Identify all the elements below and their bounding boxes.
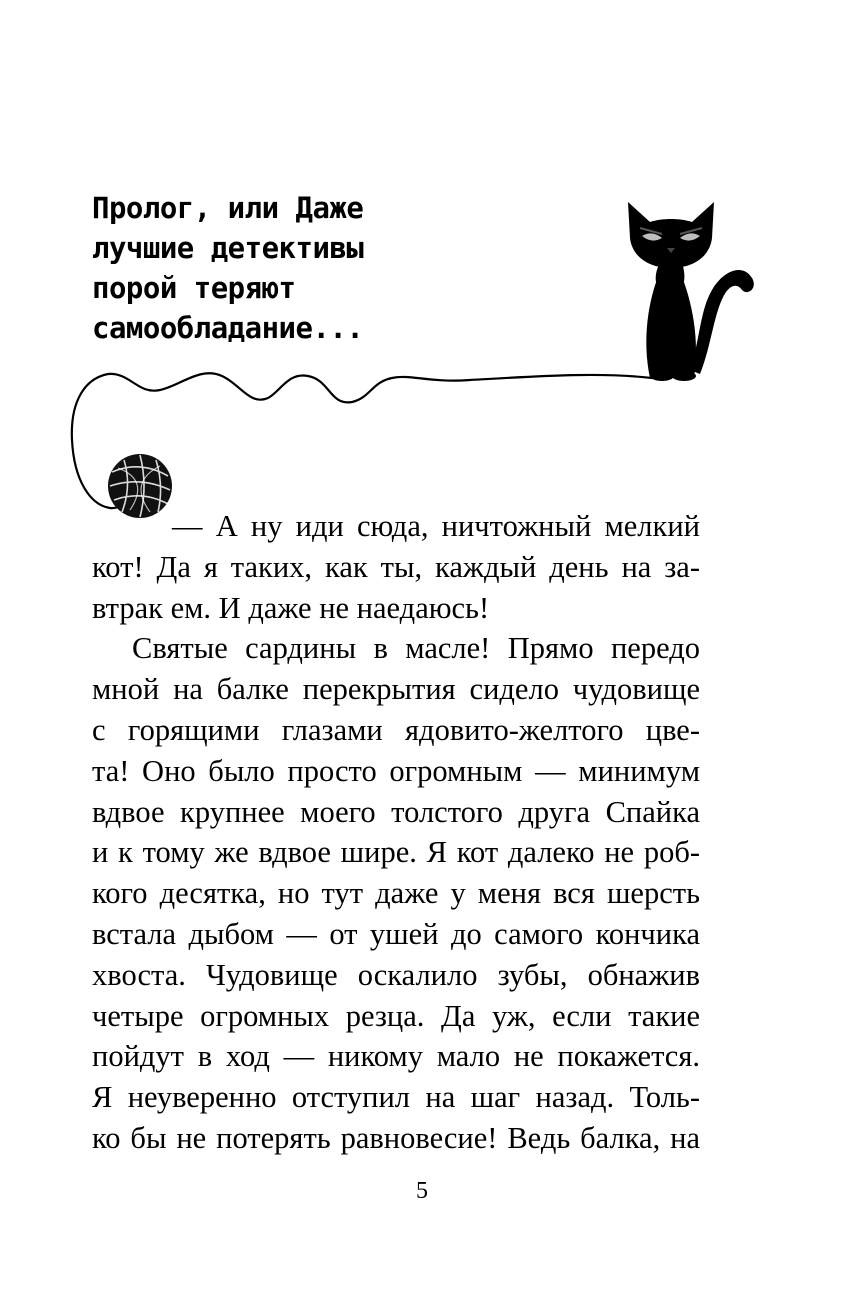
text-line: Я неуверенно отступил на шаг назад. Толь- bbox=[92, 1080, 700, 1115]
text-line: хвоста. Чудовище оскалило зубы, обнажив bbox=[92, 957, 700, 992]
text-line: Святые сардины в масле! Прямо передо bbox=[132, 631, 700, 666]
body-text bbox=[92, 506, 700, 1159]
text-line: кого десятка, но тут даже у меня вся шерсть bbox=[92, 876, 700, 911]
text-line: встала дыбом — от ушей до самого кончика bbox=[92, 916, 700, 951]
text-line: — А ну иди сюда, ничтожный мелкий bbox=[172, 509, 700, 543]
text-line: кот! Да я таких, как ты, каждый день на за- bbox=[92, 549, 700, 584]
text-line: пойдут в ход — никому мало не покажется. bbox=[92, 1039, 700, 1074]
chapter-title-line: лучшие детективы bbox=[92, 231, 364, 265]
text-line: вдвое крупнее моего толстого друга Спайка bbox=[92, 794, 700, 829]
text-line: втрак ем. И даже не наедаюсь! bbox=[92, 590, 490, 625]
text-line: мной на балке перекрытия сидело чудовище bbox=[92, 672, 700, 707]
chapter-title-line: Пролог, или Даже bbox=[92, 191, 364, 225]
black-cat-icon bbox=[628, 202, 754, 381]
text-line: четыре огромных резца. Да уж, если такие bbox=[92, 998, 700, 1033]
chapter-title bbox=[92, 188, 512, 348]
text-line: с горящими глазами ядовито-желтого цве- bbox=[92, 712, 700, 747]
thread-line bbox=[72, 373, 652, 508]
page-number: 5 bbox=[416, 1178, 428, 1204]
text-line: и к тому же вдвое шире. Я кот далеко не роб- bbox=[92, 835, 700, 870]
chapter-title-line: самообладание... bbox=[92, 311, 364, 345]
text-line: ко бы не потерять равновесие! Ведь балка, на bbox=[92, 1120, 700, 1155]
chapter-title-line: порой теряют bbox=[92, 271, 296, 305]
text-line: та! Оно было просто огромным — минимум bbox=[92, 753, 700, 788]
